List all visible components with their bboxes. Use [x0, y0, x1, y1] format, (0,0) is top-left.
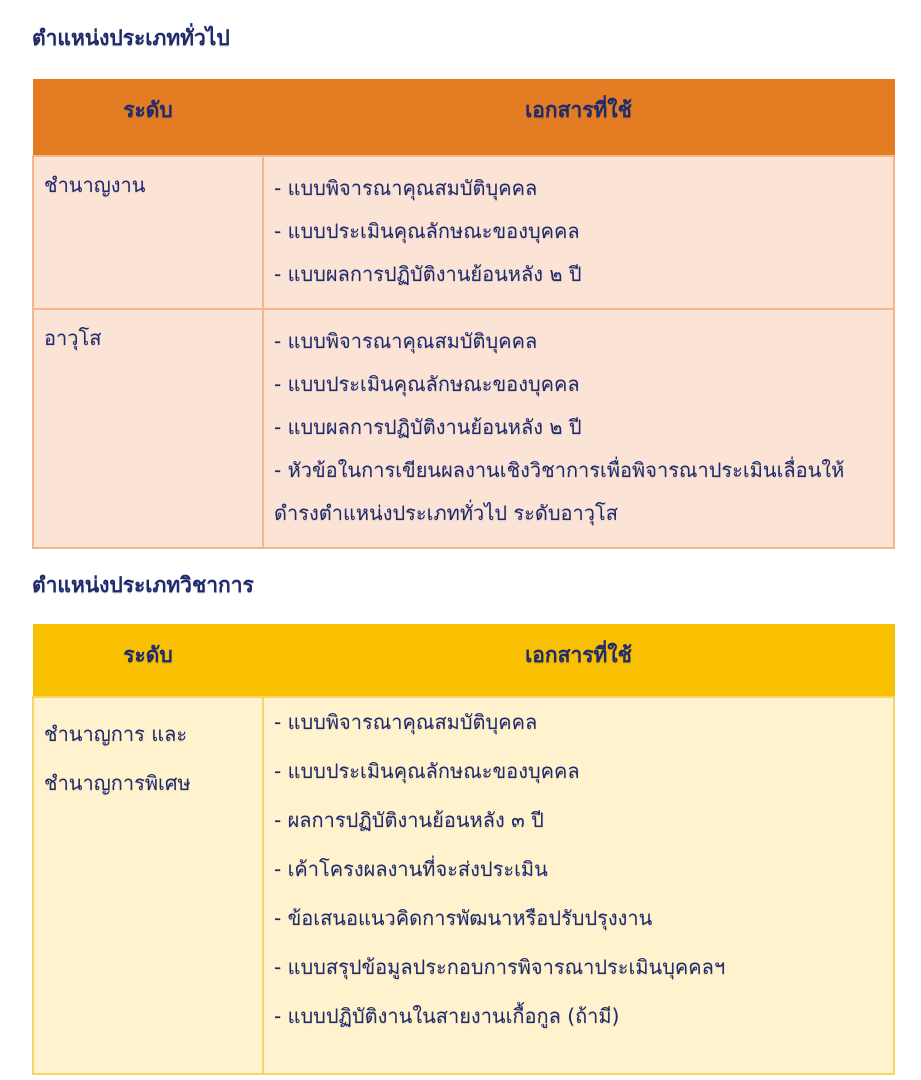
level-label-line: ชำนาญการ และ	[44, 722, 188, 746]
table-header-row	[33, 625, 894, 698]
document-item: - เค้าโครงผลงานที่จะส่งประเมิน	[274, 857, 548, 881]
general-section-title: ตำแหน่งประเภททั่วไป	[32, 26, 230, 50]
level-cell-professional	[33, 697, 263, 1074]
document-item: - แบบพิจารณาคุณสมบัติบุคคล	[274, 176, 538, 200]
document-item: - หัวข้อในการเขียนผลงานเชิงวิชาการเพื่อพิจารณาประเมินเลื่อนให้ดำรงตำแหน่งประเภททั่วไป ระดับอาวุโส	[274, 458, 845, 525]
documents-cell	[263, 697, 894, 1074]
academic-section-title: ตำแหน่งประเภทวิชาการ	[32, 573, 254, 597]
academic-documents-table	[32, 624, 895, 1075]
level-label-line: ชำนาญการพิเศษ	[44, 771, 191, 795]
table-row	[33, 156, 894, 309]
documents-column-header: เอกสารที่ใช้	[263, 80, 894, 157]
document-item: - แบบปฏิบัติงานในสายงานเกื้อกูล (ถ้ามี)	[274, 1004, 620, 1028]
table-row	[33, 309, 894, 548]
document-item: - แบบสรุปข้อมูลประกอบการพิจารณาประเมินบุคคลฯ	[274, 955, 726, 979]
document-item: - ข้อเสนอแนวคิดการพัฒนาหรือปรับปรุงงาน	[274, 906, 653, 930]
document-item: - แบบพิจารณาคุณสมบัติบุคคล	[274, 329, 538, 353]
documents-cell	[263, 309, 894, 548]
document-item: - แบบผลการปฏิบัติงานย้อนหลัง ๒ ปี	[274, 262, 582, 286]
document-item: - แบบประเมินคุณลักษณะของบุคคล	[274, 219, 580, 243]
level-cell-senior: อาวุโส	[33, 309, 263, 548]
general-documents-table	[32, 79, 895, 549]
documents-cell	[263, 156, 894, 309]
table-row	[33, 697, 894, 1074]
document-item: - แบบประเมินคุณลักษณะของบุคคล	[274, 759, 580, 783]
table-header-row	[33, 80, 894, 157]
document-item: - แบบประเมินคุณลักษณะของบุคคล	[274, 372, 580, 396]
level-cell-skilled: ชำนาญงาน	[33, 156, 263, 309]
document-item: - แบบผลการปฏิบัติงานย้อนหลัง ๒ ปี	[274, 415, 582, 439]
documents-column-header: เอกสารที่ใช้	[263, 625, 894, 698]
document-item: - ผลการปฏิบัติงานย้อนหลัง ๓ ปี	[274, 808, 544, 832]
document-item: - แบบพิจารณาคุณสมบัติบุคคล	[274, 710, 538, 734]
level-column-header: ระดับ	[33, 625, 263, 698]
level-column-header: ระดับ	[33, 80, 263, 157]
